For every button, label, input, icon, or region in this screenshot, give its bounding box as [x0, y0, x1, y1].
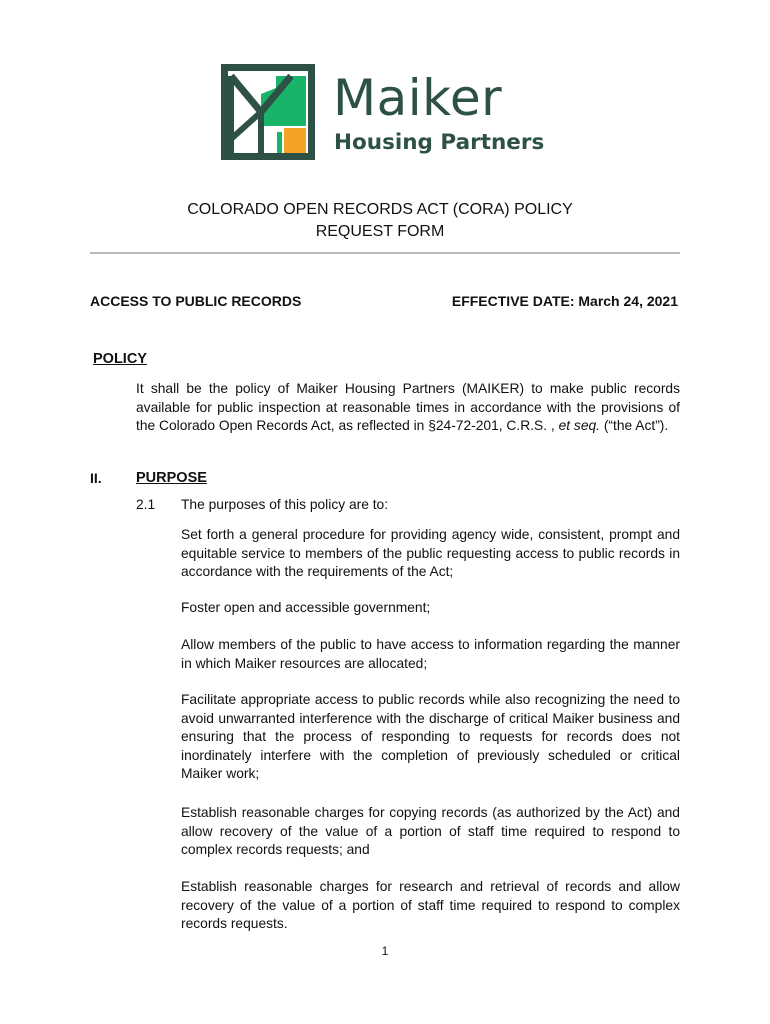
purpose-number: II. — [90, 470, 102, 486]
policy-text-end: (“the Act”). — [600, 418, 669, 434]
title-divider — [90, 252, 680, 254]
purpose-item-4: Facilitate appropriate access to public records while also recognizing the need to avoid unwarranted interference with the discharge of critical Maiker business and ensuring that the process of responding to requests for records does not inordinately interfere with the completion of previously scheduled or critical Maiker work; — [181, 692, 680, 782]
purpose-item-3: Allow members of the public to have access to information regarding the manner in which Maiker resources are allocated; — [181, 637, 680, 671]
title-line-2: REQUEST FORM — [315, 223, 445, 240]
effective-date: EFFECTIVE DATE: March 24, 2021 — [451, 293, 678, 309]
purpose-item-2: Foster open and accessible government; — [181, 600, 431, 615]
policy-text: It shall be the policy of Maiker Housing Partners (MAIKER) to make public records available for public inspection at reasonable times in accordance with the provisions of the Colorado Open Records Act, as reflected in §24-72-201, C.R.S. , — [136, 381, 680, 434]
brand-name: Maiker — [333, 69, 503, 127]
purpose-subsection-number: 2.1 — [136, 497, 156, 512]
document-title — [90, 199, 670, 243]
maiker-logo-mark — [221, 64, 315, 160]
purpose-heading: PURPOSE — [136, 470, 207, 486]
page-number: 1 — [381, 944, 389, 958]
brand-subtitle: Housing Partners — [334, 130, 545, 155]
purpose-intro: The purposes of this policy are to: — [181, 497, 389, 512]
policy-paragraph — [136, 380, 680, 436]
maiker-logo — [221, 64, 551, 160]
section-label: ACCESS TO PUBLIC RECORDS — [90, 293, 302, 309]
policy-heading: POLICY — [93, 351, 147, 367]
purpose-item-1: Set forth a general procedure for providing agency wide, consistent, prompt and equitable service to members of the public requesting access to public records in accordance with the requirements of the Act; — [181, 527, 680, 580]
purpose-item-6: Establish reasonable charges for research and retrieval of records and allow recovery of the value of a portion of staff time required to respond to complex records requests. — [181, 879, 680, 932]
title-line-1: COLORADO OPEN RECORDS ACT (CORA) POLICY — [187, 201, 573, 218]
purpose-item-5: Establish reasonable charges for copying records (as authorized by the Act) and allow recovery of the value of a portion of staff time required to respond to complex records requests; and — [181, 805, 680, 858]
policy-text-italic: et seq. — [558, 418, 600, 434]
